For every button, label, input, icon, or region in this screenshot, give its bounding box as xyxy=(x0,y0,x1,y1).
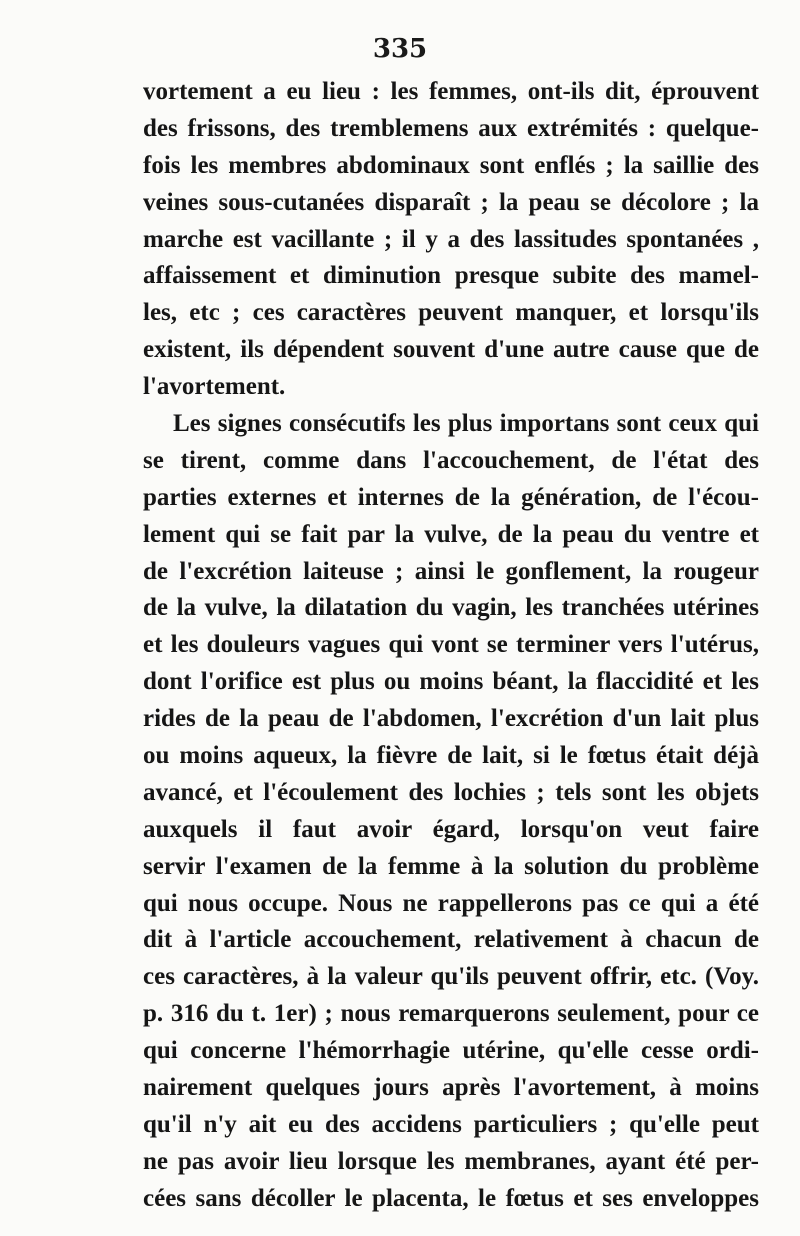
text-line: qui nous occupe. Nous ne rappellerons pas ce qui a été xyxy=(143,889,759,917)
text-line: ces caractères, à la valeur qu'ils peuvent offrir, etc. (Voy. xyxy=(143,963,759,991)
text-line: ne pas avoir lieu lorsque les membranes, ayant été per- xyxy=(143,1147,759,1175)
page-number: 335 xyxy=(372,34,428,64)
text-line: et les douleurs vagues qui vont se terminer vers l'utérus, xyxy=(143,631,759,659)
text-line: de l'excrétion laiteuse ; ainsi le gonflement, la rougeur xyxy=(143,557,759,585)
text-line: veines sous-cutanées disparaît ; la peau se décolore ; la xyxy=(143,188,759,216)
text-line: servir l'examen de la femme à la solution du problème xyxy=(143,852,759,880)
text-line: dit à l'article accouchement, relativement à chacun de xyxy=(143,926,759,954)
text-line: affaissement et diminution presque subite des mamel- xyxy=(143,262,759,290)
text-line: des frissons, des tremblemens aux extrémités : quelque- xyxy=(143,114,759,142)
text-line: marche est vacillante ; il y a des lassitudes spontanées , xyxy=(143,225,759,253)
text-line: les, etc ; ces caractères peuvent manquer, et lorsqu'ils xyxy=(143,299,759,327)
text-line: rides de la peau de l'abdomen, l'excrétion d'un lait plus xyxy=(143,705,759,733)
text-line: se tirent, comme dans l'accouchement, de l'état des xyxy=(143,446,759,474)
text-line: parties externes et internes de la génération, de l'écou- xyxy=(143,483,759,511)
body-text xyxy=(143,74,759,1218)
text-line: vortement a eu lieu : les femmes, ont-ils dit, éprouvent xyxy=(143,78,759,105)
text-line: fois les membres abdominaux sont enflés ; la saillie des xyxy=(143,151,759,179)
text-line: nairement quelques jours après l'avortement, à moins xyxy=(143,1074,759,1102)
text-line: existent, ils dépendent souvent d'une autre cause que de xyxy=(143,336,759,364)
text-line: lement qui se fait par la vulve, de la peau du ventre et xyxy=(143,520,759,548)
text-line: ou moins aqueux, la fièvre de lait, si le fœtus était déjà xyxy=(143,742,759,770)
text-line: avancé, et l'écoulement des lochies ; tels sont les objets xyxy=(143,778,759,806)
text-line: qui concerne l'hémorrhagie utérine, qu'elle cesse ordi- xyxy=(143,1037,759,1065)
text-line: dont l'orifice est plus ou moins béant, la flaccidité et les xyxy=(143,668,759,696)
text-line: auxquels il faut avoir égard, lorsqu'on veut faire xyxy=(143,815,759,843)
text-line: qu'il n'y ait eu des accidens particuliers ; qu'elle peut xyxy=(143,1110,759,1138)
text-line: Les signes consécutifs les plus importans sont ceux qui xyxy=(173,410,759,438)
text-line: de la vulve, la dilatation du vagin, les tranchées utérines xyxy=(143,594,759,622)
text-line: p. 316 du t. 1er) ; nous remarquerons seulement, pour ce xyxy=(143,1000,759,1028)
text-line: cées sans décoller le placenta, le fœtus et ses enveloppes xyxy=(143,1184,759,1212)
text-line: l'avortement. xyxy=(143,373,286,401)
